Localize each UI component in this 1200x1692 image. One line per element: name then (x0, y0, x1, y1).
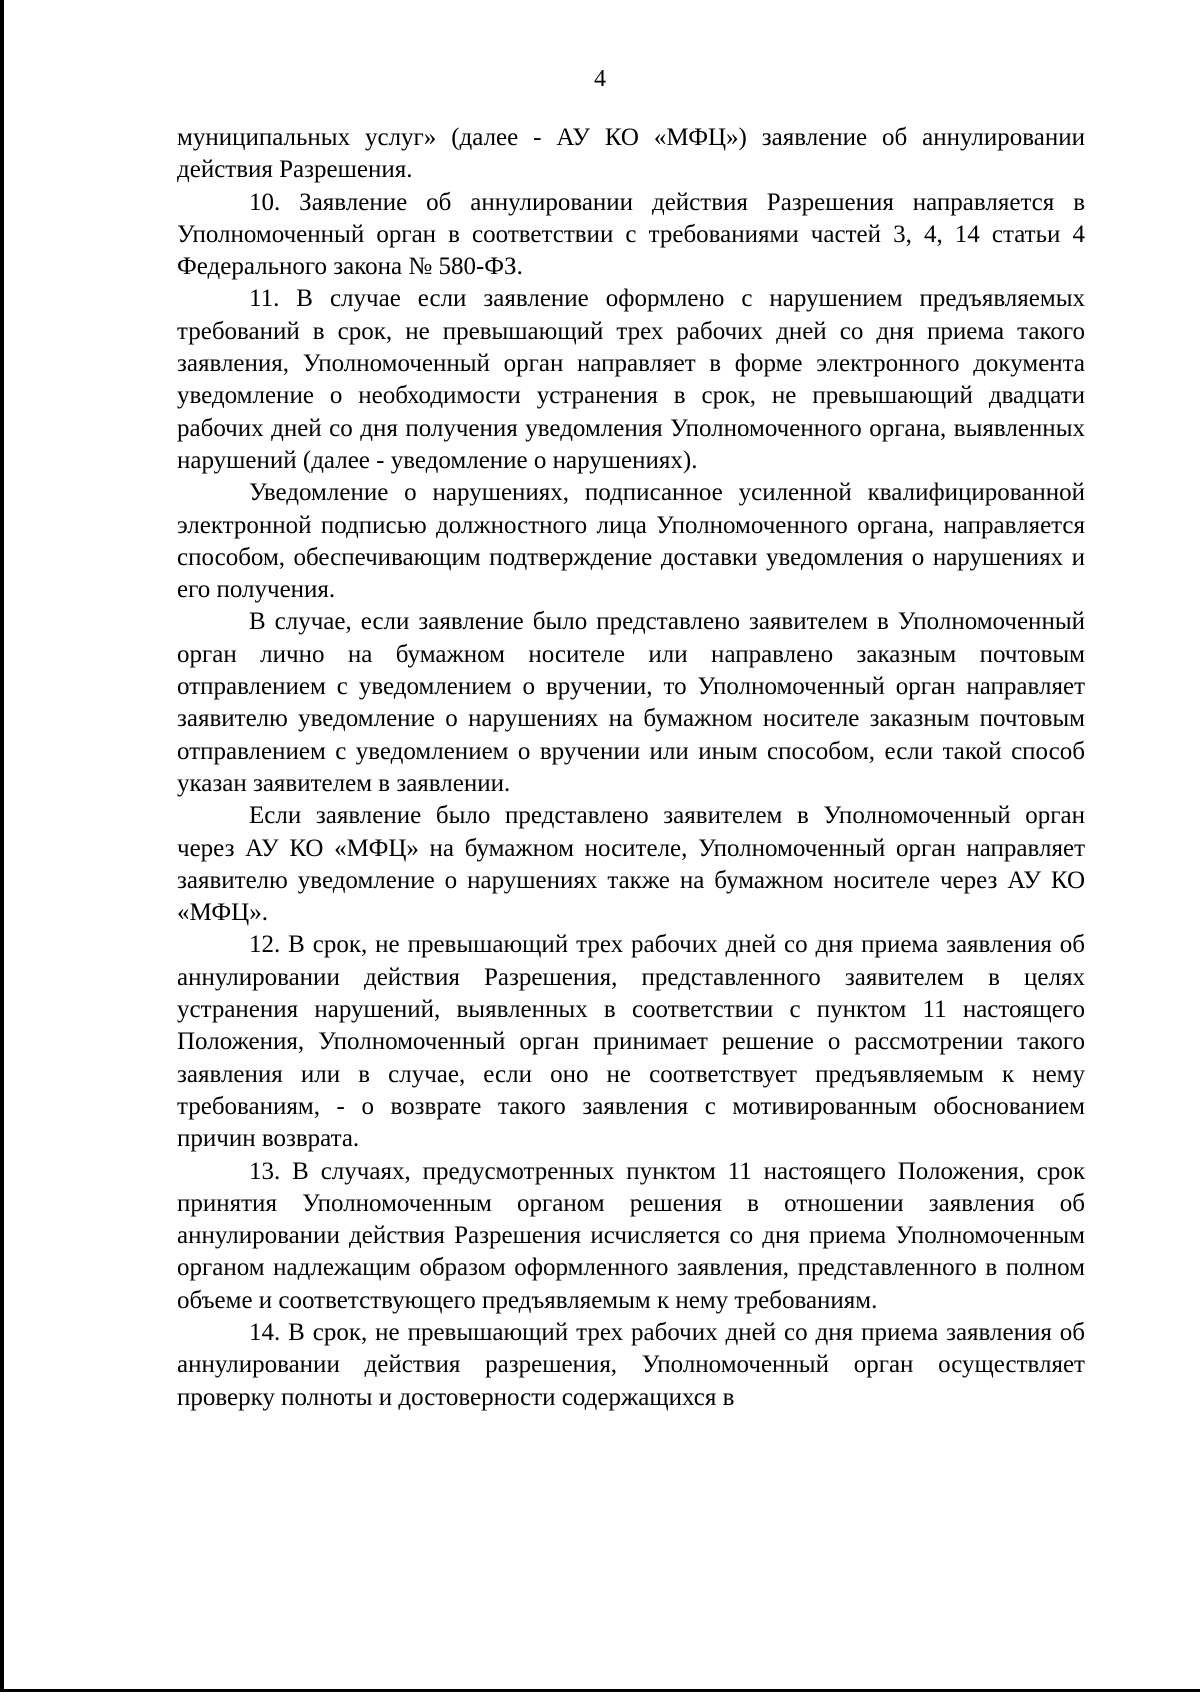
paragraph-mfc-submission: Если заявление было представлено заявителем в Уполномоченный орган через АУ КО «МФЦ» на бумажном носителе, Уполномоченный орган направляет заявителю уведомление о нарушениях также на бумажном носителе через АУ КО «МФЦ». (177, 802, 1085, 927)
scan-edge-left (0, 0, 4, 1692)
paragraph-12: 12. В срок, не превышающий трех рабочих дней со дня приема заявления об аннулировании действия Разрешения, представленного заявителем в целях устранения нарушений, выявленных в соответствии с пунктом 11 настоящего Положения, Уполномоченный орган принимает решение о рассмотрении такого заявления или в случае, если оно не соответствует предъявляемым к нему требованиям, - о возврате такого заявления с мотивированным обоснованием причин возврата. (177, 931, 1085, 1153)
paragraph-paper-submission: В случае, если заявление было представлено заявителем в Уполномоченный орган лично на бумажном носителе или направлено заказным почтовым отправлением с уведомлением о вручении, то Уполномоченный орган направляет заявителю уведомление о нарушениях на бумажном носителе заказным почтовым отправлением с уведомлением о вручении или иным способом, если такой способ указан заявителем в заявлении. (177, 608, 1085, 797)
paragraph-13: 13. В случаях, предусмотренных пунктом 11 настоящего Положения, срок принятия Уполномоченным органом решения в отношении заявления об аннулировании действия Разрешения исчисляется со дня приема Уполномоченным органом надлежащим образом оформленного заявления, представленного в полном объеме и соответствующего предъявляемым к нему требованиям. (177, 1157, 1085, 1314)
paragraph-10: 10. Заявление об аннулировании действия Разрешения направляется в Уполномоченный орган в соответствии с требованиями частей 3, 4, 14 статьи 4 Федерального закона № 580-ФЗ. (177, 188, 1085, 281)
paragraph-11: 11. В случае если заявление оформлено с нарушением предъявляемых требований в срок, не превышающий трех рабочих дней со дня приема такого заявления, Уполномоченный орган направляет в форме электронного документа уведомление о необходимости устранения в срок, не превышающий двадцати рабочих дней со дня получения уведомления Уполномоченного органа, выявленных нарушений (далее - уведомление о нарушениях). (177, 285, 1085, 474)
page-number: 4 (594, 66, 606, 92)
document-body (177, 122, 1085, 1414)
paragraph-notice-signature: Уведомление о нарушениях, подписанное усиленной квалифицированной электронной подписью должностного лица Уполномоченного органа, направляется способом, обеспечивающим подтверждение доставки уведомления о нарушениях и его получения. (177, 479, 1085, 604)
paragraph-continuation: муниципальных услуг» (далее - АУ КО «МФЦ») заявление об аннулировании действия Разрешения. (177, 124, 1085, 184)
paragraph-14: 14. В срок, не превышающий трех рабочих дней со дня приема заявления об аннулировании действия разрешения, Уполномоченный орган осуществляет проверку полноты и достоверности содержащихся в (177, 1318, 1085, 1411)
